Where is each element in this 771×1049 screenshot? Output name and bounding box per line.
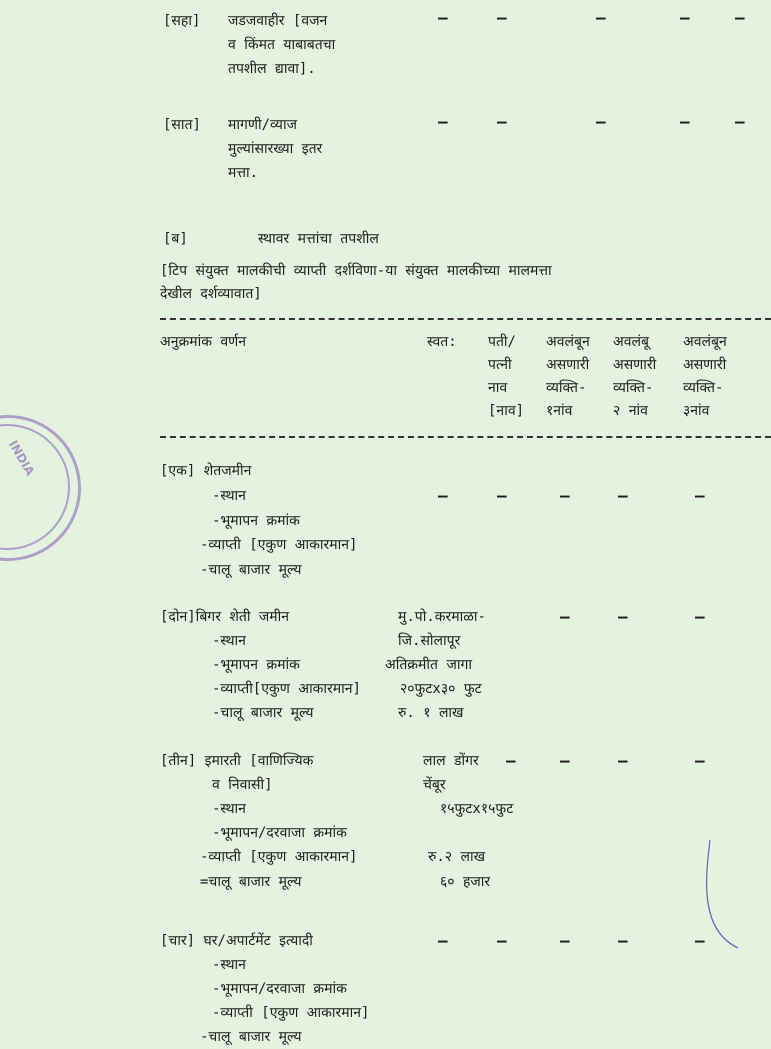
item6-number: [सहा] — [163, 13, 201, 29]
header-self: स्वत: — [427, 334, 457, 350]
row2-dash-dep1: – — [560, 607, 570, 626]
row1-dash-dep1: – — [560, 486, 570, 505]
header-dep2-line4: २ नांव — [613, 403, 648, 419]
item6-dash-dep1: – — [596, 8, 606, 27]
item6-dash-dep2: – — [680, 8, 690, 27]
item7-dash-dep2: – — [680, 112, 690, 131]
header-dep2-line1: अवलंबू — [613, 334, 649, 350]
row3-dash-dep3: – — [695, 751, 705, 770]
row2-self-encroached: अतिक्रमीत जागा — [385, 657, 472, 673]
row4-title: [चार] घर/अपार्टमेंट इत्यादी — [160, 933, 313, 949]
header-dep3-line3: व्यक्ति- — [683, 380, 724, 396]
row4-sub-location: -स्थान — [212, 957, 246, 973]
row4-dash-dep2: – — [618, 931, 628, 950]
row3-dash-spouse: – — [506, 751, 516, 770]
row3-self-value: रु.२ लाख — [428, 849, 486, 865]
row3-dash-dep2: – — [618, 751, 628, 770]
row2-self-place: मु.पो.करमाळा- — [398, 609, 486, 625]
row1-dash-dep2: – — [618, 486, 628, 505]
row3-title-line2: व निवासी] — [212, 777, 273, 793]
row2-title: [दोन]बिगर शेती जमीन — [160, 609, 290, 625]
row4-sub-value: -चालू बाजार मूल्य — [200, 1029, 302, 1045]
item6-line1: जडजवाहीर [वजन — [228, 13, 328, 29]
header-spouse-line1: पती/ — [488, 334, 516, 350]
header-dep1-line2: असणारी — [546, 357, 590, 373]
row2-self-value: रु. १ लाख — [398, 705, 464, 721]
item6-dash-dep3: – — [735, 8, 745, 27]
header-spouse — [488, 331, 524, 423]
row4-sub-extent: -व्याप्ती [एकुण आकारमान] — [212, 1005, 370, 1021]
row1-title: [एक] शेतजमीन — [160, 463, 252, 479]
section-b-note-line1: [टिप संयुक्त मालकीची व्याप्ती दर्शविणा-या संयुक्त मालकीच्या मालमत्ता — [160, 263, 552, 279]
header-dependent-1 — [546, 331, 590, 423]
item6-line3: तपशील द्यावा]. — [228, 61, 316, 77]
stamp-text: INDIA — [5, 438, 38, 479]
header-serial-description: अनुक्रमांक वर्णन — [160, 334, 247, 350]
row1-sub-value: -चालू बाजार मूल्य — [200, 562, 302, 578]
row3-sub-location: -स्थान — [212, 801, 246, 817]
item7-line2: मुल्यांसारख्या इतर — [228, 141, 323, 157]
header-spouse-line3: नाव — [488, 380, 508, 396]
item7-dash-dep1: – — [596, 112, 606, 131]
item7-line1: मागणी/व्याज — [228, 117, 297, 133]
row4-sub-door: -भूमापन/दरवाजा क्रमांक — [212, 981, 347, 997]
row2-sub-survey: -भूमापन क्रमांक — [212, 657, 300, 673]
row1-sub-extent: -व्याप्ती [एकुण आकारमान] — [200, 537, 358, 553]
row2-self-district: जि.सोलापूर — [398, 633, 461, 649]
row3-self-area: चेंबूर — [423, 777, 446, 793]
section-b-note-line2: देखील दर्शव्यावात] — [160, 286, 262, 302]
item7-dash-self: – — [438, 112, 448, 131]
header-dep2-line3: व्यक्ति- — [613, 380, 654, 396]
header-dep1-line3: व्यक्ति- — [546, 380, 587, 396]
row4-dash-dep3: – — [695, 931, 705, 950]
section-b-marker: [ब] — [163, 231, 188, 247]
header-dep3-line1: अवलंबून — [683, 334, 727, 350]
row2-dash-dep3: – — [695, 607, 705, 626]
header-dependent-2 — [613, 331, 656, 423]
item7-dash-dep3: – — [735, 112, 745, 131]
row1-sub-survey: -भूमापन क्रमांक — [212, 513, 300, 529]
row1-sub-location: -स्थान — [212, 488, 246, 504]
row2-sub-location: -स्थान — [212, 633, 246, 649]
row3-self-place: लाल डोंगर — [423, 753, 479, 769]
row2-dash-dep2: – — [618, 607, 628, 626]
item6-dash-spouse: – — [497, 8, 507, 27]
section-b-heading: स्थावर मत्तांचा तपशील — [258, 231, 379, 247]
row1-dash-self: – — [438, 486, 448, 505]
row1-dash-dep3: – — [695, 486, 705, 505]
item7-dash-spouse: – — [497, 112, 507, 131]
header-dependent-3 — [683, 331, 727, 423]
row4-dash-self: – — [438, 931, 448, 950]
row3-self-value-thousands: ६० हजार — [440, 874, 491, 890]
row3-self-extent: १५फुटx१५फुट — [440, 801, 514, 817]
row3-sub-extent: -व्याप्ती [एकुण आकारमान] — [200, 849, 358, 865]
row3-sub-value: =चालू बाजार मूल्य — [200, 874, 302, 890]
header-dep1-line4: १नांव — [546, 403, 573, 419]
row2-sub-extent: -व्याप्ती[एकुण आकारमान] — [212, 681, 361, 697]
item7-number: [सात] — [163, 117, 201, 133]
pen-mark — [700, 840, 760, 960]
header-dep3-line2: असणारी — [683, 357, 727, 373]
row3-title: [तीन] इमारती [वाणिज्यिक — [160, 753, 314, 769]
row3-sub-door: -भूमापन/दरवाजा क्रमांक — [212, 825, 347, 841]
row1-dash-spouse: – — [497, 486, 507, 505]
item6-line2: व किंमत याबाबतचा — [228, 37, 336, 53]
item6-dash-self: – — [438, 8, 448, 27]
row2-sub-value: -चालू बाजार मूल्य — [212, 705, 314, 721]
header-spouse-line4: [नाव] — [488, 403, 525, 419]
header-dep3-line4: ३नांव — [683, 403, 710, 419]
row3-dash-dep1: – — [560, 751, 570, 770]
official-stamp — [0, 415, 81, 561]
item7-line3: मत्ता. — [228, 165, 259, 181]
header-dep1-line1: अवलंबून — [546, 334, 590, 350]
table-top-rule — [160, 318, 771, 320]
header-dep2-line2: असणारी — [613, 357, 657, 373]
row4-dash-dep1: – — [560, 931, 570, 950]
header-spouse-line2: पत्नी — [488, 357, 512, 373]
row2-self-extent: २०फुटx३० फुट — [400, 681, 482, 697]
row4-dash-spouse: – — [497, 931, 507, 950]
table-header-rule — [160, 436, 771, 438]
